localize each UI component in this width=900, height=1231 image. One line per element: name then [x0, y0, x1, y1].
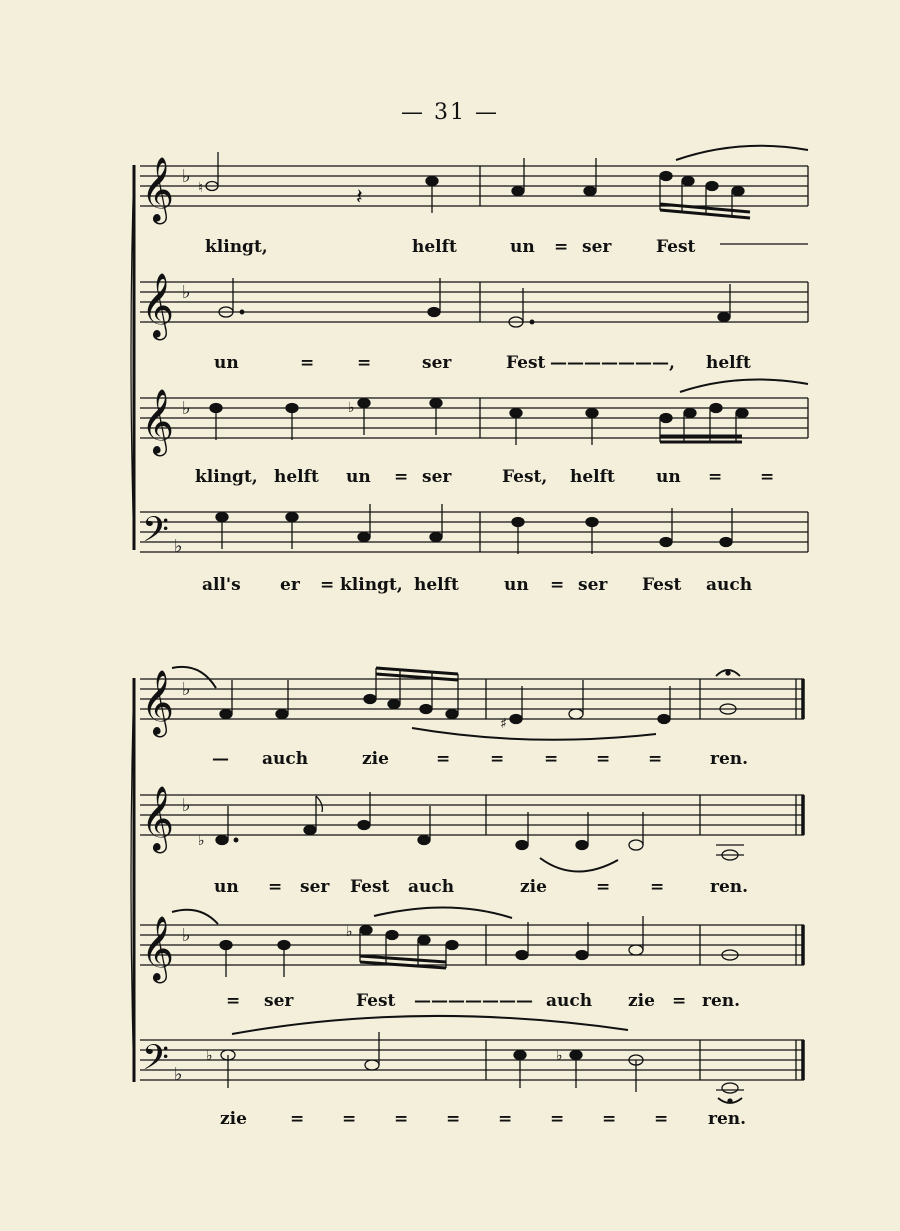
lyric: =: [550, 575, 565, 595]
lyric: =: [648, 749, 663, 769]
lyric: auch: [546, 991, 593, 1011]
lyric: =: [394, 1109, 409, 1129]
lyric: Fest: [642, 575, 682, 595]
page-number: — 31 —: [401, 100, 499, 125]
flat-icon: ♭: [182, 925, 191, 946]
lyric: —: [212, 749, 229, 769]
staff-1-3: [140, 380, 808, 457]
lyric: =: [226, 991, 241, 1011]
lyric: Fest: [356, 991, 396, 1011]
lyric: ren.: [710, 749, 749, 769]
lyric: zie: [520, 877, 547, 897]
svg-text:♮: ♮: [198, 180, 204, 196]
lyric: helft: [412, 237, 457, 257]
lyric: klingt,: [340, 575, 403, 595]
system-1: [131, 146, 808, 558]
staff-1-2: [140, 273, 808, 340]
lyric: Fest: [656, 237, 696, 257]
lyric: klingt,: [205, 237, 268, 257]
lyric: er: [280, 575, 300, 595]
flat-icon: ♭: [182, 398, 191, 419]
lyric: helft: [414, 575, 459, 595]
lyric: ———————: [414, 991, 533, 1011]
lyric: ———————,: [550, 353, 675, 373]
svg-text:♭: ♭: [206, 1048, 213, 1064]
bass-clef-icon: 𝄢: [142, 1037, 170, 1086]
lyric: =: [596, 877, 611, 897]
lyric: Fest: [506, 353, 546, 373]
flat-icon: ♭: [182, 679, 191, 700]
lyric: =: [650, 877, 665, 897]
flat-icon: ♭: [182, 166, 191, 187]
lyric: ser: [422, 467, 452, 487]
lyric: =: [342, 1109, 357, 1129]
lyric: helft: [570, 467, 615, 487]
lyric: klingt,: [195, 467, 258, 487]
lyric: ser: [264, 991, 294, 1011]
lyric: =: [550, 1109, 565, 1129]
lyrics: [195, 237, 808, 1129]
lyric: helft: [706, 353, 751, 373]
rest-icon: 𝄽: [356, 185, 363, 210]
svg-text:♯: ♯: [500, 716, 507, 732]
staff-1-1: [140, 146, 808, 224]
treble-clef-icon: 𝄞: [141, 916, 175, 981]
lyric: un: [214, 353, 239, 373]
bass-clef-icon: 𝄢: [142, 509, 170, 558]
treble-clef-icon: 𝄞: [141, 670, 175, 735]
lyric: =: [446, 1109, 461, 1129]
lyric: =: [290, 1109, 305, 1129]
lyric: zie: [628, 991, 655, 1011]
lyric: Fest: [350, 877, 390, 897]
lyric: ren.: [708, 1109, 747, 1129]
lyric: auch: [262, 749, 309, 769]
lyric: =: [602, 1109, 617, 1129]
staff-2-1: [140, 667, 804, 740]
treble-clef-icon: 𝄞: [141, 273, 175, 338]
lyric: helft: [274, 467, 319, 487]
lyric: un: [346, 467, 371, 487]
lyric: auch: [408, 877, 455, 897]
svg-text:♭: ♭: [198, 833, 205, 849]
lyric: =: [300, 353, 315, 373]
lyric: =: [490, 749, 505, 769]
staff-2-4: [140, 1016, 804, 1103]
lyric: =: [544, 749, 559, 769]
lyric: un: [656, 467, 681, 487]
flat-icon: ♭: [174, 1064, 183, 1085]
lyric: =: [320, 575, 335, 595]
staff-2-2: [140, 786, 804, 872]
lyric: =: [268, 877, 283, 897]
lyric: =: [672, 991, 687, 1011]
lyric: un: [214, 877, 239, 897]
svg-text:♭: ♭: [556, 1048, 563, 1064]
lyric: un: [504, 575, 529, 595]
lyric: ser: [582, 237, 612, 257]
lyric: ser: [300, 877, 330, 897]
treble-clef-icon: 𝄞: [141, 389, 175, 454]
flat-icon: ♭: [182, 795, 191, 816]
lyric: =: [436, 749, 451, 769]
staff-2-3: [140, 907, 804, 983]
lyric: auch: [706, 575, 753, 595]
flat-icon: ♭: [182, 282, 191, 303]
staff-1-4: [140, 504, 808, 558]
lyric: =: [654, 1109, 669, 1129]
lyric: =: [498, 1109, 513, 1129]
treble-clef-icon: 𝄞: [141, 157, 175, 222]
lyric: zie: [362, 749, 389, 769]
lyric: =: [357, 353, 372, 373]
lyric: ren.: [710, 877, 749, 897]
treble-clef-icon: 𝄞: [141, 786, 175, 851]
lyric: all's: [202, 575, 241, 595]
lyric: =: [596, 749, 611, 769]
svg-text:♭: ♭: [346, 924, 353, 940]
lyric: ser: [578, 575, 608, 595]
svg-text:♭: ♭: [348, 400, 355, 416]
lyric: un: [510, 237, 535, 257]
lyric: Fest,: [502, 467, 548, 487]
lyric: =: [708, 467, 723, 487]
lyric: ser: [422, 353, 452, 373]
lyric: =: [760, 467, 775, 487]
flat-icon: ♭: [174, 536, 183, 557]
lyric: =: [394, 467, 409, 487]
lyric: zie: [220, 1109, 247, 1129]
lyric: =: [554, 237, 569, 257]
lyric: ren.: [702, 991, 741, 1011]
